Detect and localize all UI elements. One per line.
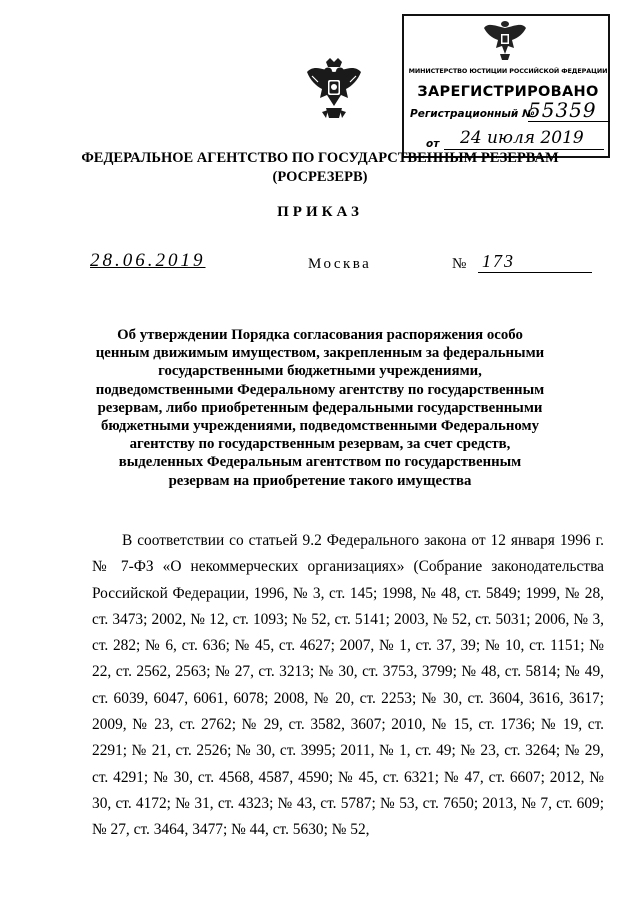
- registration-stamp: [402, 14, 610, 158]
- agency-name: [80, 149, 560, 187]
- order-body-text: В соответствии со статьей 9.2 Федерального закона от 12 января 1996 г. № 7-ФЗ «О некоммерческих организациях» (Собрание законодательства Российской Федерации, 1996, № 3, ст. 145; 1998, № 48, ст. 5849; 1999, № 28, ст. 3473; 2002, № 12, ст. 1093; № 52, ст. 5141; 2003, № 52, ст. 5031; 2006, № 3, ст. 282; № 6, ст. 636; № 45, ст. 4627; 2007, № 1, ст. 37, 39; № 10, ст. 1151; № 22, ст. 2562, 2563; № 27, ст. 3213; № 30, ст. 3753, 3799; № 48, ст. 5814; № 49, ст. 6039, 6047, 6061, 6078; 2008, № 20, ст. 2253; № 30, ст. 3604, 3616, 3617; 2009, № 23, ст. 2762; № 29, ст. 3582, 3607; 2010, № 15, ст. 1736; № 19, ст. 2291; № 21, ст. 2526; № 30, ст. 3995; 2011, № 1, ст. 49; № 23, ст. 3264; № 29, ст. 4291; № 30, ст. 4568, 4587, 4590; № 45, ст. 6321; № 47, ст. 6607; 2012, № 30, ст. 4172; № 31, ст. 4323; № 43, ст. 5787; № 53, ст. 7650; 2013, № 7, ст. 609; № 27, ст. 3464, 3477; № 44, ст. 5630; № 52,: [92, 532, 604, 839]
- order-date: 28.06.2019: [90, 250, 206, 271]
- stamp-ministry-name: МИНИСТЕРСТВО ЮСТИЦИИ РОССИЙСКОЙ ФЕДЕРАЦИИ: [408, 67, 608, 75]
- order-subject: Об утверждении Порядка согласования распоряжения особо ценным движимым имуществом, закрепленным за федеральными государственными бюджетными учреждениями, подведомственными Федеральному агентству по государственным резервам, либо приобретенным федеральными государственными бюджетными учреждениями, подведомственными Федеральному агентству по государственным резервам, за счет средств, выделенных Федеральным агентством по государственным резервам на приобретение такого имущества: [95, 327, 545, 489]
- order-number-label: №: [452, 256, 467, 272]
- coat-of-arms-icon: [304, 58, 364, 122]
- stamp-date-value: [444, 127, 604, 150]
- order-title: ПРИКАЗ: [277, 204, 363, 220]
- order-body-paragraph: [92, 528, 604, 844]
- stamp-date-label: от: [426, 138, 440, 150]
- small-eagle-emblem-icon: [482, 18, 528, 62]
- agency-name-line1: ФЕДЕРАЛЬНОЕ АГЕНТСТВО ПО ГОСУДАРСТВЕННЫМ РЕЗЕРВАМ: [81, 150, 559, 166]
- stamp-date-text: 24 июля 2019: [460, 128, 584, 148]
- order-city: Москва: [308, 256, 372, 272]
- agency-name-line2: (РОСРЕЗЕРВ): [272, 169, 368, 185]
- stamp-registration-number-label: Регистрационный №: [410, 108, 535, 120]
- stamp-registered-label: ЗАРЕГИСТРИРОВАНО: [417, 84, 599, 100]
- order-number: 173: [478, 250, 592, 273]
- stamp-registration-number: 55359: [528, 99, 610, 122]
